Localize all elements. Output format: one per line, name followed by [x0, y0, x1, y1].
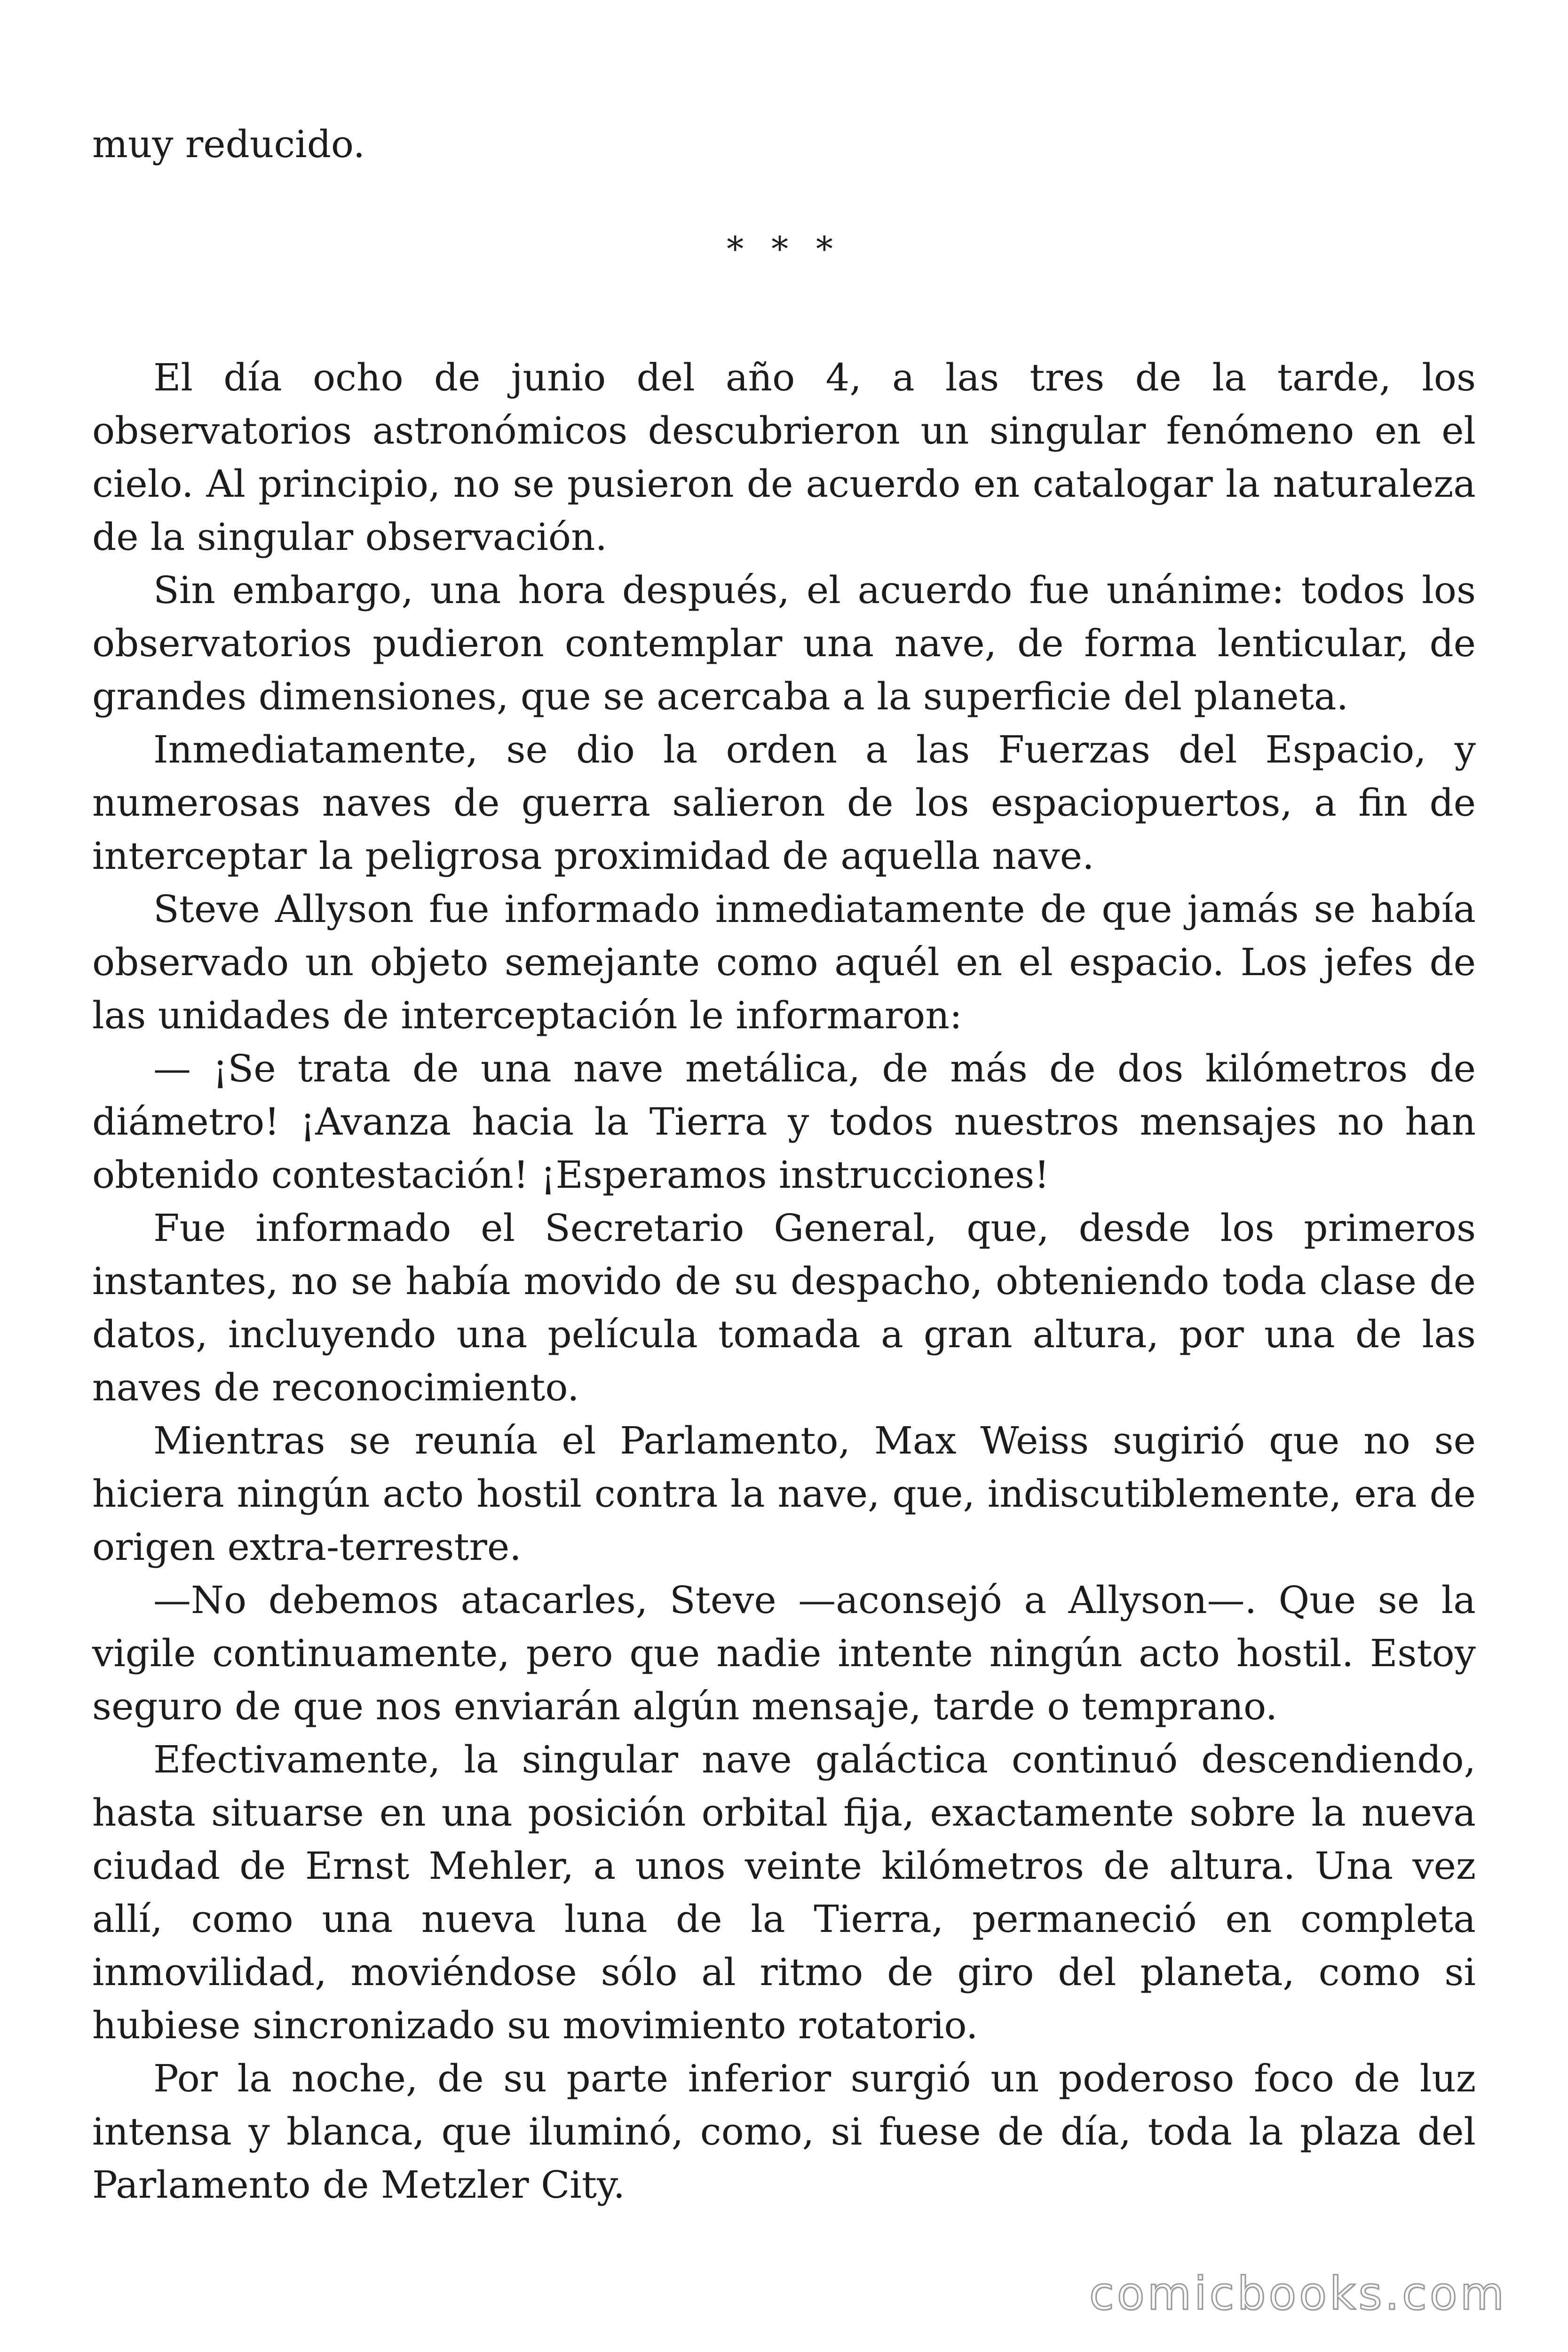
dialogue-paragraph: — ¡Se trata de una nave metálica, de más de dos kilómetros de diámetro! ¡Avanza hacia la Tierra y todos nuestros mensajes no han obtenido contestación! ¡Esperamos instrucciones! — [92, 1047, 1476, 1197]
paragraph: Mientras se reunía el Parlamento, Max Weiss sugirió que no se hiciera ningún acto hostil contra la nave, que, indiscutiblemente, era de origen extra-terrestre. — [92, 1419, 1476, 1569]
watermark: comicbooks.com — [1089, 2267, 1507, 2320]
paragraph: Por la noche, de su parte inferior surgió un poderoso foco de luz intensa y blanca, que iluminó, como, si fuese de día, toda la plaza del Parlamento de Metzler City. — [92, 2057, 1476, 2207]
paragraph: El día ocho de junio del año 4, a las tres de la tarde, los observatorios astronómicos descubrieron un singular fenómeno en el cielo. Al principio, no se pusieron de acuerdo en catalogar la naturaleza de la singular observación. — [92, 356, 1476, 559]
paragraph-continuation: muy reducido. — [92, 122, 365, 166]
paragraph: Fue informado el Secretario General, que, desde los primeros instantes, no se había movido de su despacho, obteniendo toda clase de datos, incluyendo una película tomada a gran altura, por una de las naves de reconocimiento. — [92, 1206, 1476, 1409]
paragraph: Sin embargo, una hora después, el acuerdo fue unánime: todos los observatorios pudieron contemplar una nave, de forma lenticular, de grandes dimensiones, que se acercaba a la superficie del planeta. — [92, 568, 1476, 718]
page-body — [92, 118, 1476, 2211]
paragraph: Steve Allyson fue informado inmediatamente de que jamás se había observado un objeto semejante como aquél en el espacio. Los jefes de las unidades de interceptación le informaron: — [92, 887, 1476, 1037]
dialogue-paragraph: —No debemos atacarles, Steve —aconsejó a Allyson—. Que se la vigile continuamente, pero que nadie intente ningún acto hostil. Estoy seguro de que nos enviarán algún mensaje, tarde o temprano. — [92, 1578, 1476, 1728]
paragraph: Efectivamente, la singular nave galáctica continuó descendiendo, hasta situarse en una posición orbital fija, exactamente sobre la nueva ciudad de Ernst Mehler, a unos veinte kilómetros de altura. Una vez allí, como una nueva luna de la Tierra, permaneció en completa inmovilidad, moviéndose sólo al ritmo de giro del planeta, como si hubiese sincronizado su movimiento rotatorio. — [92, 1738, 1476, 2047]
section-separator: * * * — [727, 229, 841, 269]
paragraph: Inmediatamente, se dio la orden a las Fuerzas del Espacio, y numerosas naves de guerra salieron de los espaciopuertos, a fin de interceptar la peligrosa proximidad de aquella nave. — [92, 728, 1476, 878]
